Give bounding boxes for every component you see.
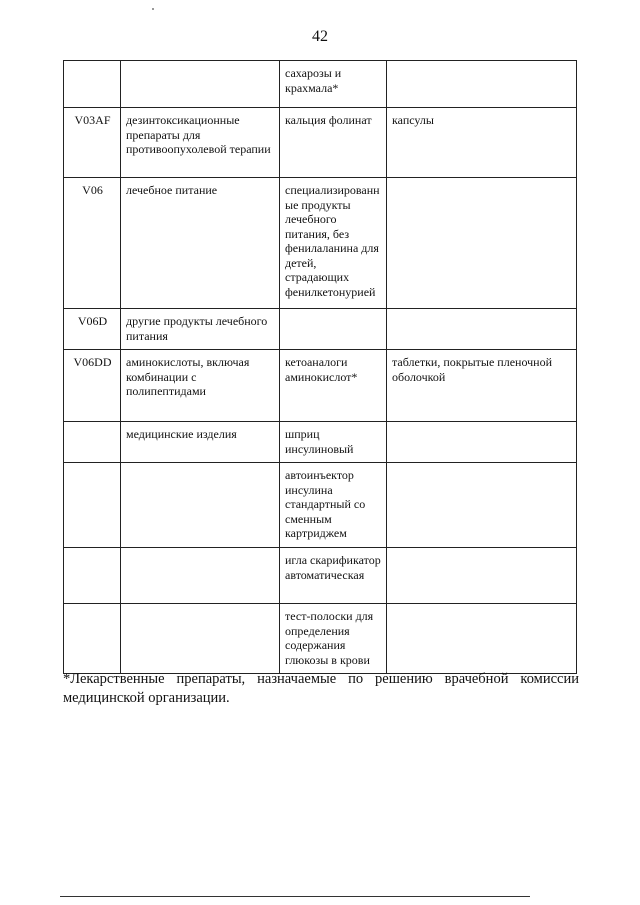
group-cell: дезинтоксикационные препараты для противоопухолевой терапии xyxy=(121,108,280,178)
table-row xyxy=(64,548,577,604)
group-cell: лечебное питание xyxy=(121,178,280,309)
form-cell xyxy=(387,422,577,463)
atc-code-cell xyxy=(64,61,121,108)
footnote xyxy=(63,670,579,708)
group-cell xyxy=(121,548,280,604)
form-cell xyxy=(387,604,577,674)
scan-speck xyxy=(152,8,154,10)
footnote-line-1: *Лекарственные препараты, назначаемые по решению врачебной комиссии xyxy=(63,671,579,687)
atc-code-cell: V06D xyxy=(64,309,121,350)
atc-code-cell xyxy=(64,463,121,548)
atc-code-cell: V06 xyxy=(64,178,121,309)
group-cell: аминокислоты, включая комбинации с полипептидами xyxy=(121,350,280,422)
table-row xyxy=(64,463,577,548)
atc-code-cell xyxy=(64,548,121,604)
form-cell: капсулы xyxy=(387,108,577,178)
drug-cell: специализированные продукты лечебного питания, без фенилаланина для детей, страдающих фенилкетонурией xyxy=(280,178,387,309)
table-row xyxy=(64,178,577,309)
drug-cell: тест-полоски для определения содержания глюкозы в крови xyxy=(280,604,387,674)
table-row xyxy=(64,108,577,178)
form-cell xyxy=(387,61,577,108)
footnote-line-2: медицинской организации. xyxy=(63,690,230,706)
footer-divider xyxy=(60,896,530,897)
group-cell xyxy=(121,463,280,548)
group-cell: другие продукты лечебного питания xyxy=(121,309,280,350)
table-row xyxy=(64,422,577,463)
page-number: 42 xyxy=(312,28,328,45)
drug-cell: сахарозы и крахмала* xyxy=(280,61,387,108)
drug-cell: кальция фолинат xyxy=(280,108,387,178)
group-cell xyxy=(121,604,280,674)
form-cell xyxy=(387,309,577,350)
form-cell xyxy=(387,178,577,309)
drug-cell: шприц инсулиновый xyxy=(280,422,387,463)
drug-cell xyxy=(280,309,387,350)
atc-code-cell xyxy=(64,604,121,674)
drug-cell: кетоаналоги аминокислот* xyxy=(280,350,387,422)
drug-cell: игла скарификатор автоматическая xyxy=(280,548,387,604)
table-row xyxy=(64,309,577,350)
drug-cell: автоинъектор инсулина стандартный со сменным картриджем xyxy=(280,463,387,548)
table-row xyxy=(64,61,577,108)
form-cell xyxy=(387,548,577,604)
table-row xyxy=(64,604,577,674)
form-cell: таблетки, покрытые пленочной оболочкой xyxy=(387,350,577,422)
group-cell: медицинские изделия xyxy=(121,422,280,463)
table-row xyxy=(64,350,577,422)
group-cell xyxy=(121,61,280,108)
form-cell xyxy=(387,463,577,548)
atc-code-cell xyxy=(64,422,121,463)
atc-code-cell: V06DD xyxy=(64,350,121,422)
drug-list-table xyxy=(63,60,577,674)
atc-code-cell: V03AF xyxy=(64,108,121,178)
